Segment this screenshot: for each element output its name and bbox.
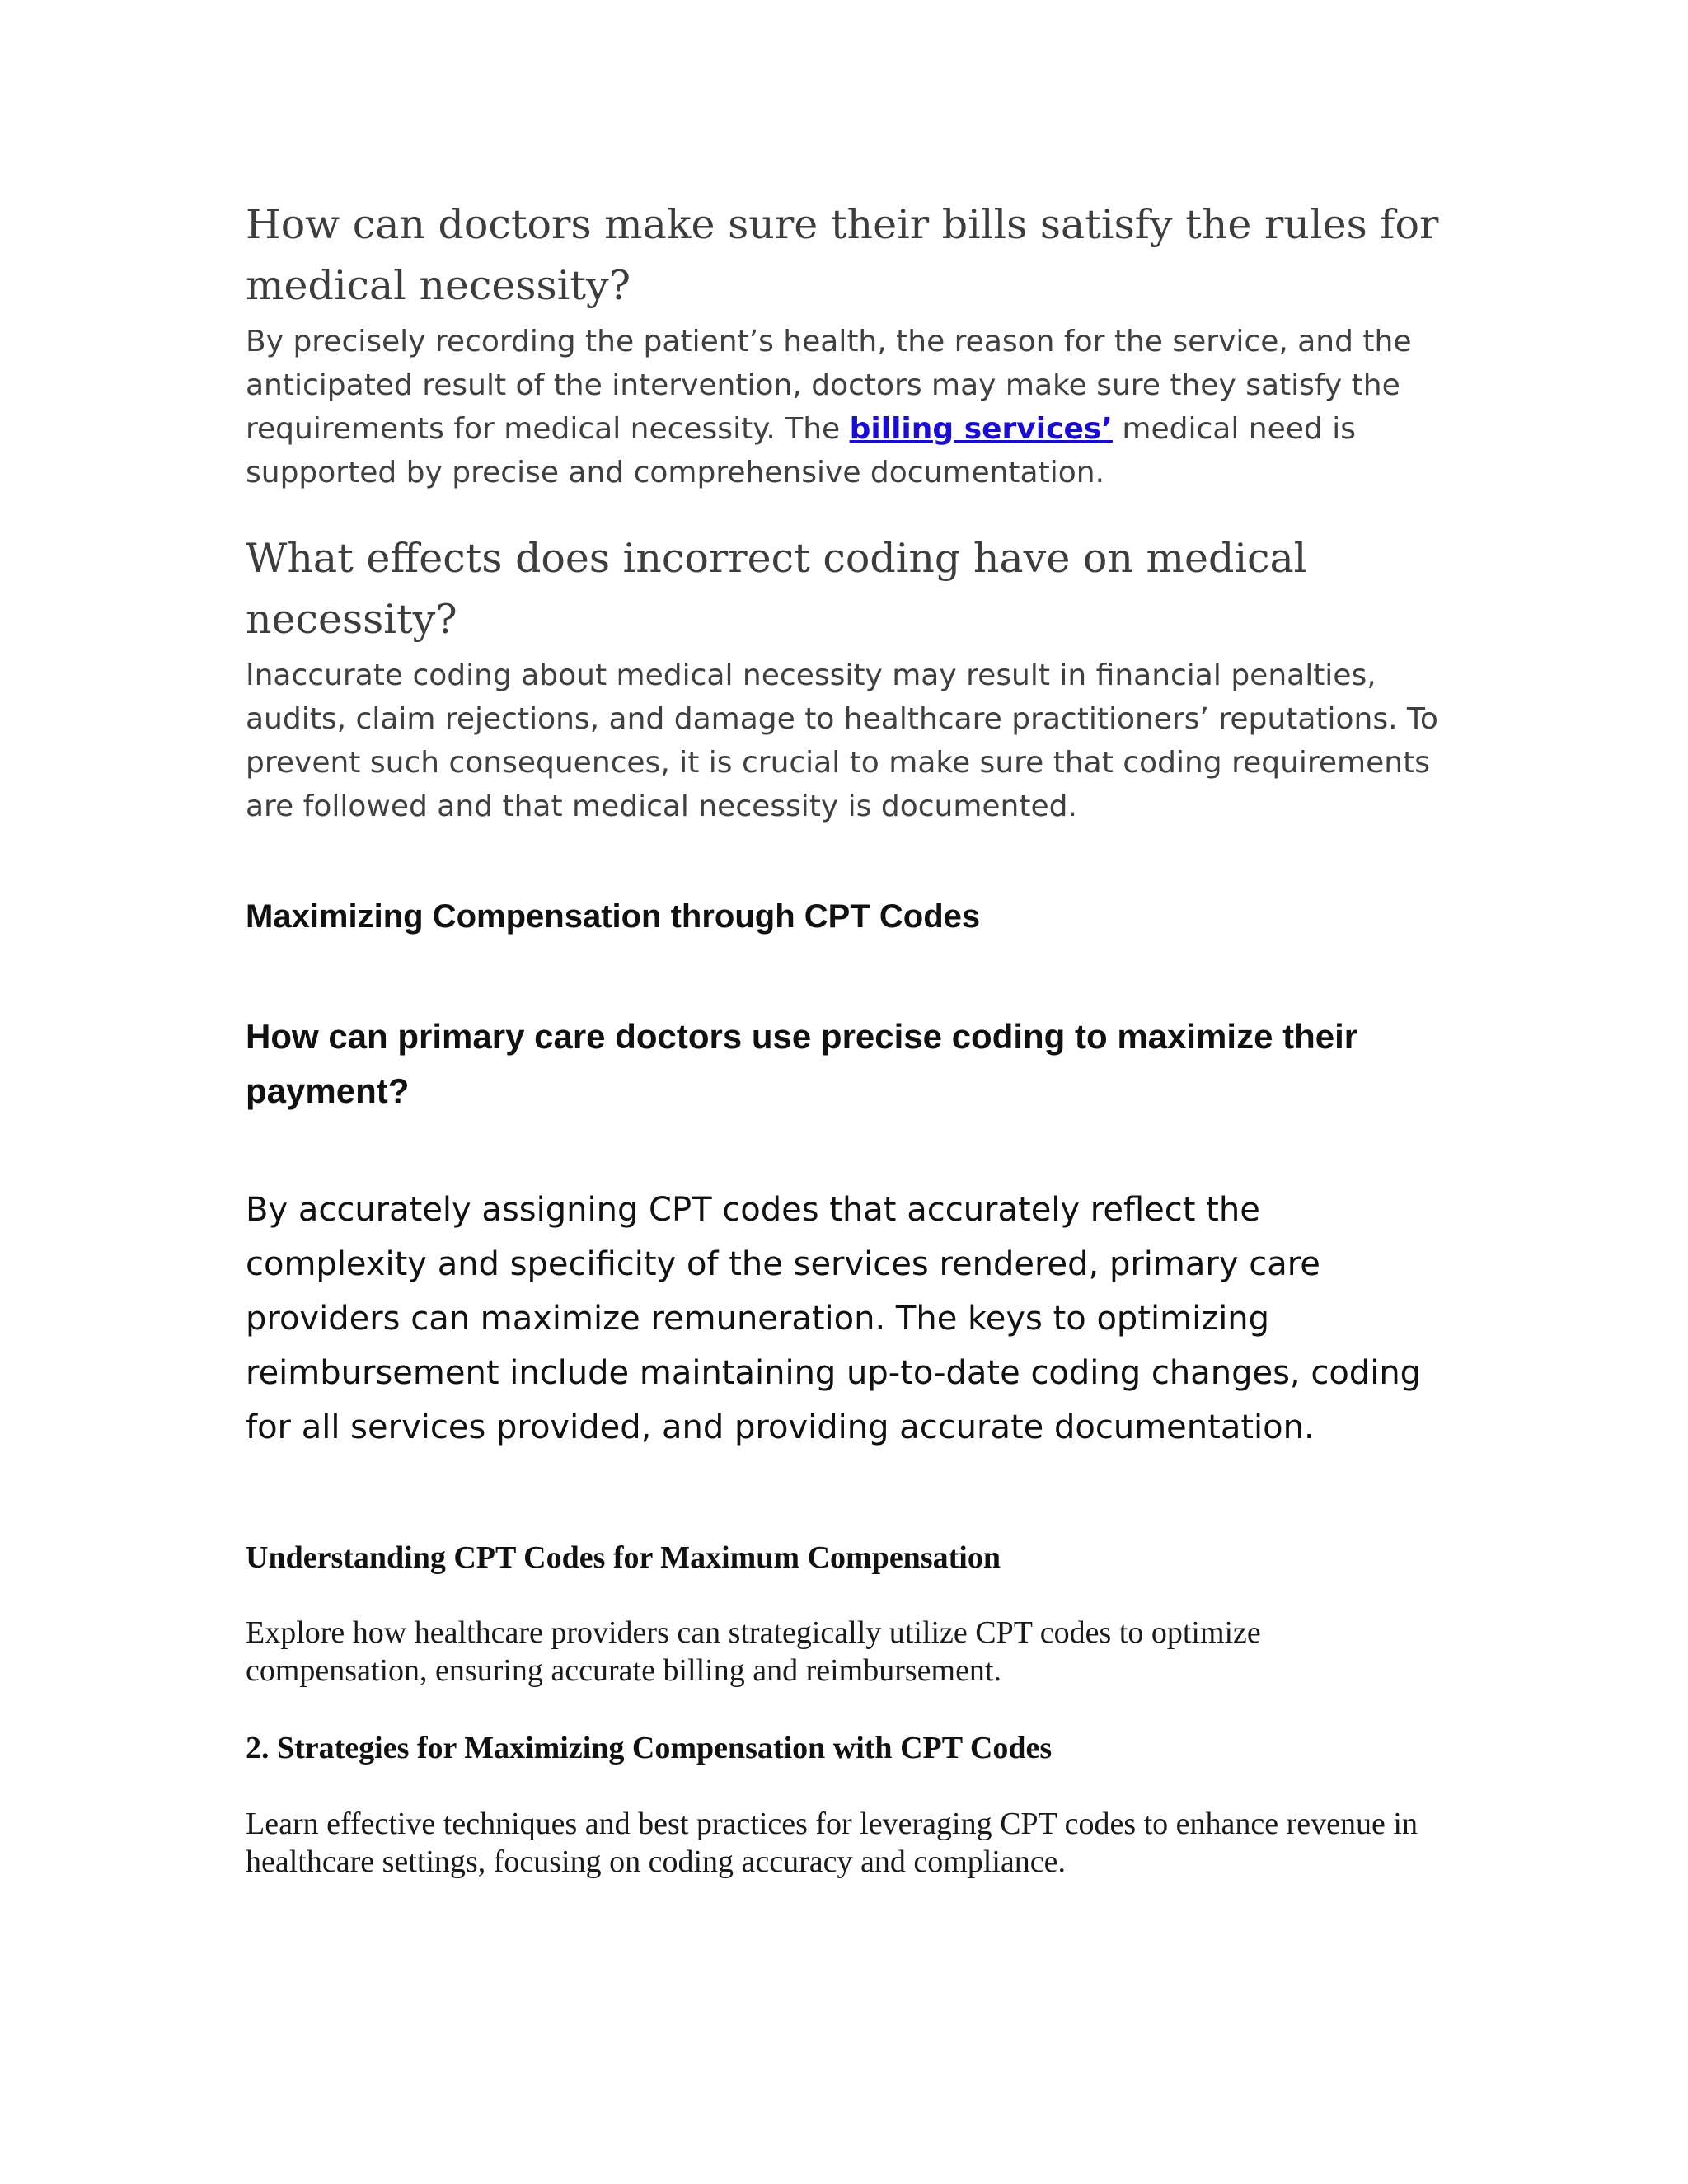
section-paragraph-primary-care-coding: By accurately assigning CPT codes that accurately reflect the complexity and specificity of the services rendered, primary care providers can maximize remuneration. The keys to optimizing reimbursement include maintaining up-to-date coding changes, coding for all services provided, and providing accurate documentation. — [246, 1191, 1422, 1446]
section-heading-understanding-cpt-codes: Understanding CPT Codes for Maximum Compensation — [246, 1540, 1001, 1575]
section-heading-primary-care-coding: How can primary care doctors use precise coding to maximize their payment? — [246, 1017, 1358, 1110]
section-heading-incorrect-coding-effects: What effects does incorrect coding have on medical necessity? — [246, 535, 1307, 643]
section-heading-strategies-cpt-codes: 2. Strategies for Maximizing Compensation with CPT Codes — [246, 1731, 1053, 1765]
section-paragraph-incorrect-coding-effects: Inaccurate coding about medical necessity may result in financial penalties, audits, claim rejections, and damage to healthcare practitioners’ reputations. To prevent such consequences, it is crucial to make sure that coding requirements are followed and that medical necessity is documented. — [246, 658, 1438, 823]
section-paragraph-medical-necessity-rules — [246, 320, 1441, 494]
billing-services-link[interactable]: billing services’ — [849, 412, 1113, 446]
paragraph-text-before-link: By precisely recording the patient’s health, the reason for the service, and the anticipated result of the intervention, doctors may make sure they satisfy the requirements for medical necessity. The — [246, 325, 1412, 446]
section-paragraph-understanding-cpt-codes: Explore how healthcare providers can strategically utilize CPT codes to optimize compensation, ensuring accurate billing and reimbursement. — [246, 1615, 1261, 1688]
paragraph-text-after-link: medical need is supported by precise and comprehensive documentation. — [246, 412, 1356, 490]
section-heading-maximizing-compensation: Maximizing Compensation through CPT Codes — [246, 898, 981, 935]
section-heading-medical-necessity-rules: How can doctors make sure their bills satisfy the rules for medical necessity? — [246, 201, 1439, 309]
section-paragraph-strategies-cpt-codes: Learn effective techniques and best practices for leveraging CPT codes to enhance revenue in healthcare settings, focusing on coding accuracy and compliance. — [246, 1807, 1418, 1879]
